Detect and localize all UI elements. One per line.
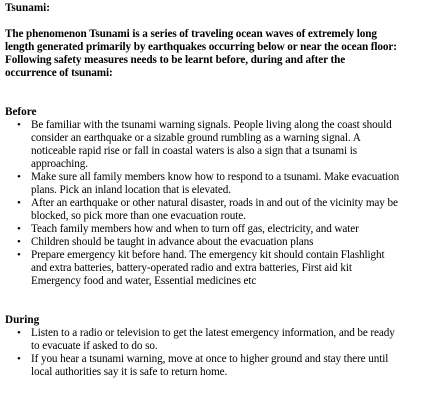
before-list xyxy=(5,119,417,288)
section-title-during: During xyxy=(5,314,40,326)
intro-line: The phenomenon Tsunami is a series of traveling ocean waves of extremely long xyxy=(5,28,377,40)
bullet-icon: • xyxy=(17,353,21,365)
document-page xyxy=(5,2,417,379)
list-item: • Be familiar with the tsunami warning signals. People living along the coast should consider an earthquake or a sizable ground rumbling as a warning signal. A noticeable rapid rise or fall in coastal waters is also a sign that a tsunami is approaching. xyxy=(17,119,392,170)
list-item: • If you hear a tsunami warning, move at once to higher ground and stay there until local authorities say it is safe to return home. xyxy=(17,353,389,378)
list-item: • After an earthquake or other natural disaster, roads in and out of the vicinity may be blocked, so pick more than one evacuation route. xyxy=(17,197,398,222)
list-item: • Listen to a radio or television to get the latest emergency information, and be ready to evacuate if asked to do so. xyxy=(17,327,395,352)
intro-line: Following safety measures needs to be learnt before, during and after the xyxy=(5,54,346,66)
bullet-icon: • xyxy=(17,249,21,261)
section-before xyxy=(5,106,417,288)
list-item: • Teach family members how and when to turn off gas, electricity, and water xyxy=(17,223,359,235)
intro-line: occurrence of tsunami: xyxy=(5,67,113,79)
list-item: • Children should be taught in advance about the evacuation plans xyxy=(17,236,314,248)
bullet-icon: • xyxy=(17,171,21,183)
section-title-before: Before xyxy=(5,106,37,118)
intro-paragraph xyxy=(5,28,417,80)
bullet-icon: • xyxy=(17,119,21,131)
document-heading: Tsunami: xyxy=(5,2,50,14)
list-item: • Make sure all family members know how to respond to a tsunami. Make evacuation plans. Pick an inland location that is elevated. xyxy=(17,171,400,196)
bullet-icon: • xyxy=(17,236,21,248)
bullet-icon: • xyxy=(17,327,21,339)
bullet-icon: • xyxy=(17,197,21,209)
bullet-icon: • xyxy=(17,223,21,235)
section-during xyxy=(5,314,417,379)
intro-line: length generated primarily by earthquakes occurring below or near the ocean floor: xyxy=(5,41,397,53)
list-item: • Prepare emergency kit before hand. The emergency kit should contain Flashlight and extra batteries, battery-operated radio and extra batteries, First aid kit Emergency food and water, Essential medicines etc xyxy=(17,249,385,287)
during-list xyxy=(5,327,417,379)
